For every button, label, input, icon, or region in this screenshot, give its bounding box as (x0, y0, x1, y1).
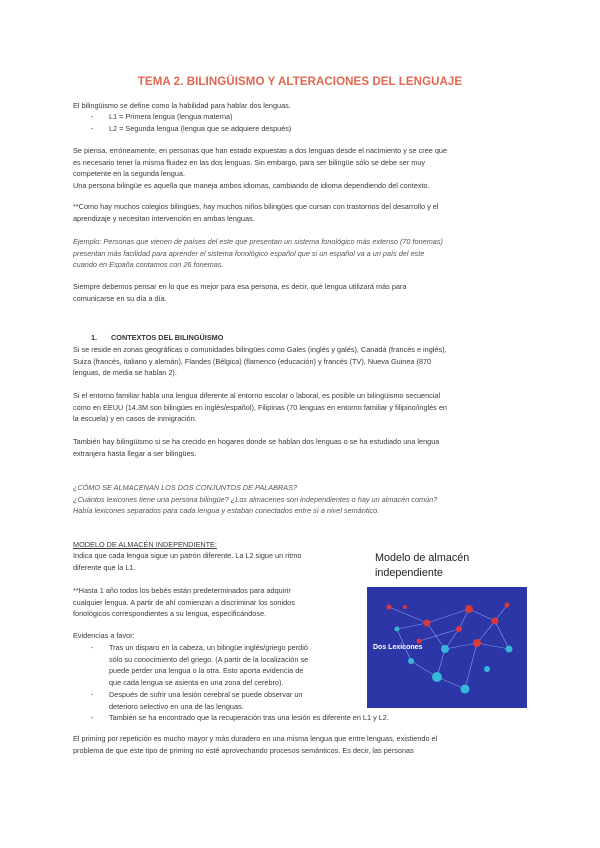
figure-label: Dos Lexicones (373, 644, 423, 651)
example-paragraph (73, 236, 529, 271)
text-line: cuando en España contamos con 26 fonemas. (73, 260, 224, 270)
text-line: Siempre debemos pensar en lo que es mejor para esa persona, es decir, qué lengua utilizará más para (73, 282, 407, 291)
section-number: 1. (91, 333, 98, 342)
figure-title: Modelo de almacén independiente (375, 552, 470, 579)
questions-block (73, 482, 529, 517)
text-line: También hay bilingüismo si se ha crecido en hogares donde se hablan dos lenguas o se ha estudiado una lengua (73, 437, 440, 446)
text-line: sólo su conocimiento del griego. (A partir de la localización se (109, 654, 309, 664)
text-line: Una persona bilingüe es aquella que maneja ambos idiomas, cambiando de idioma dependiendo del contexto. (73, 180, 430, 190)
text-line: **Hasta 1 año todos los bebés están predeterminados para adquirir (73, 586, 291, 595)
text-line: Se piensa, erróneamente, en personas que han estado expuestas a dos lenguas desde el nacimiento y se cree que (73, 146, 448, 155)
text-line: cualquier lengua. A partir de ahí comienzan a discriminar los sonidos (73, 597, 295, 607)
modelo-heading: MODELO DE ALMACÉN INDEPENDIENTE: (73, 540, 217, 549)
text-line: lenguas, de media se hablan 2). (73, 368, 177, 378)
paragraph-siempre (73, 281, 529, 304)
paragraph-contextos-1 (73, 344, 529, 379)
text-line: ¿Cuántos lexicones tiene una persona bilingüe? ¿Los almacenes son independientes o hay un almacén común? (73, 494, 438, 504)
section-title: CONTEXTOS DEL BILINGÜISMO (111, 333, 224, 342)
text-line: aprendizaje y necesitan intervención en ambas lenguas. (73, 213, 255, 223)
evidence-item-1 (109, 642, 359, 688)
text-line: Tras un disparo en la cabeza, un bilingüe inglés/griego perdió (109, 643, 308, 652)
text-line: puede perder una lengua o la otra. Esto aporta evidencia de (109, 666, 304, 676)
text-line: diferente que la L1. (73, 562, 136, 572)
text-line: competente en la segunda lengua. (73, 169, 185, 179)
text-line: la escuela) y en casos de inmigración. (73, 414, 197, 424)
evidence-item-2 (109, 689, 359, 712)
evidencias-label: Evidencias a favor: (73, 631, 135, 640)
list-item-l2: L2 = Segunda lengua (lengua que se adquiere después) (109, 124, 292, 133)
text-line: Si el entorno familiar habla una lengua diferente al entorno escolar o laboral, es posible un bilingüismo secuencial (73, 391, 441, 400)
text-line: como en EEUU (14.3M son bilingües en inglés/español), Filipinas (70 lenguas en entorno familiar y filipino/inglés en (73, 402, 447, 412)
text-line: Después de sufrir una lesión cerebral se puede observar un (109, 690, 303, 699)
text-line: es necesario tener la misma fluidez en las dos lenguas. Sin embargo, para ser bilingüe sólo se debe ser muy (73, 157, 426, 167)
text-line: problema de que este tipo de priming no esté aprovechando procesos semánticos. Es decir, las personas (73, 745, 414, 755)
bullet-dash: - (91, 690, 94, 699)
list-item-l1: L1 = Primera lengua (lengua materna) (109, 112, 233, 121)
model-figure (367, 549, 527, 708)
red-nodes (387, 603, 510, 648)
section-heading-contextos (91, 333, 223, 342)
paragraph-contextos-3 (73, 436, 529, 459)
text-line: fonológicos correspondientes a su lengua, especificándose. (73, 609, 267, 619)
text-line: Había lexicones separados para cada lengua y estaban conectados entre sí a nivel semántico. (73, 506, 380, 516)
text-line: ¿CÓMO SE ALMACENAN LOS DOS CONJUNTOS DE PALABRAS? (73, 483, 298, 492)
note-colegios (73, 201, 529, 224)
text-line: Suiza (francés, italiano y alemán), Flandes (Bélgica) (flamenco (educación) y francés (TV), Nueva Guinea (870 (73, 356, 432, 366)
definition-text: El bilingüismo se define como la habilidad para hablar dos lenguas. (73, 101, 291, 110)
text-line: que cada lengua se asienta en una zona del cerebro). (109, 677, 284, 687)
modelo-paragraph-1 (73, 550, 363, 573)
text-line: extranjera hasta llegar a ser bilingües. (73, 448, 197, 458)
text-line: presentan más facilidad para aprender el sistema fonológico español que si un español va a un país del este (73, 248, 425, 258)
text-line: comunicarse en su día a día. (73, 293, 167, 303)
paragraph-erroneo (73, 145, 529, 191)
text-line: Ejemplo: Personas que vienen de países del este que presentan un sistema fonológico más extenso (70 fonemas) (73, 237, 443, 246)
bullet-dash: - (91, 124, 94, 133)
text-line: El priming por repetición es mucho mayor y más duradero en una misma lengua que entre lenguas, existiendo el (73, 734, 438, 743)
paragraph-contextos-2 (73, 390, 529, 425)
modelo-paragraph-2 (73, 585, 363, 620)
text-line: deterioro selectivo en una de las lenguas. (109, 701, 244, 711)
text-line: **Como hay muchos colegios bilingües, hay muchos niños bilingües que cursan con trastornos del desarrollo y el (73, 202, 439, 211)
text-line: Si se reside en zonas geográficas o comunidades bilingües como Gales (inglés y galés), Canadá (francés e inglés), (73, 345, 447, 354)
evidence-item-3: También se ha encontrado que la recuperación tras una lesión es diferente en L1 y L2. (109, 713, 389, 722)
page-title: TEMA 2. BILINGÜISMO Y ALTERACIONES DEL LENGUAJE (137, 76, 463, 88)
bullet-dash: - (91, 112, 94, 121)
figure-header (367, 549, 527, 587)
bullet-dash: - (91, 713, 94, 722)
paragraph-priming (73, 733, 529, 756)
bullet-dash: - (91, 643, 94, 652)
text-line: Indica que cada lengua sigue un patrón diferente. La L2 sigue un ritmo (73, 551, 302, 560)
